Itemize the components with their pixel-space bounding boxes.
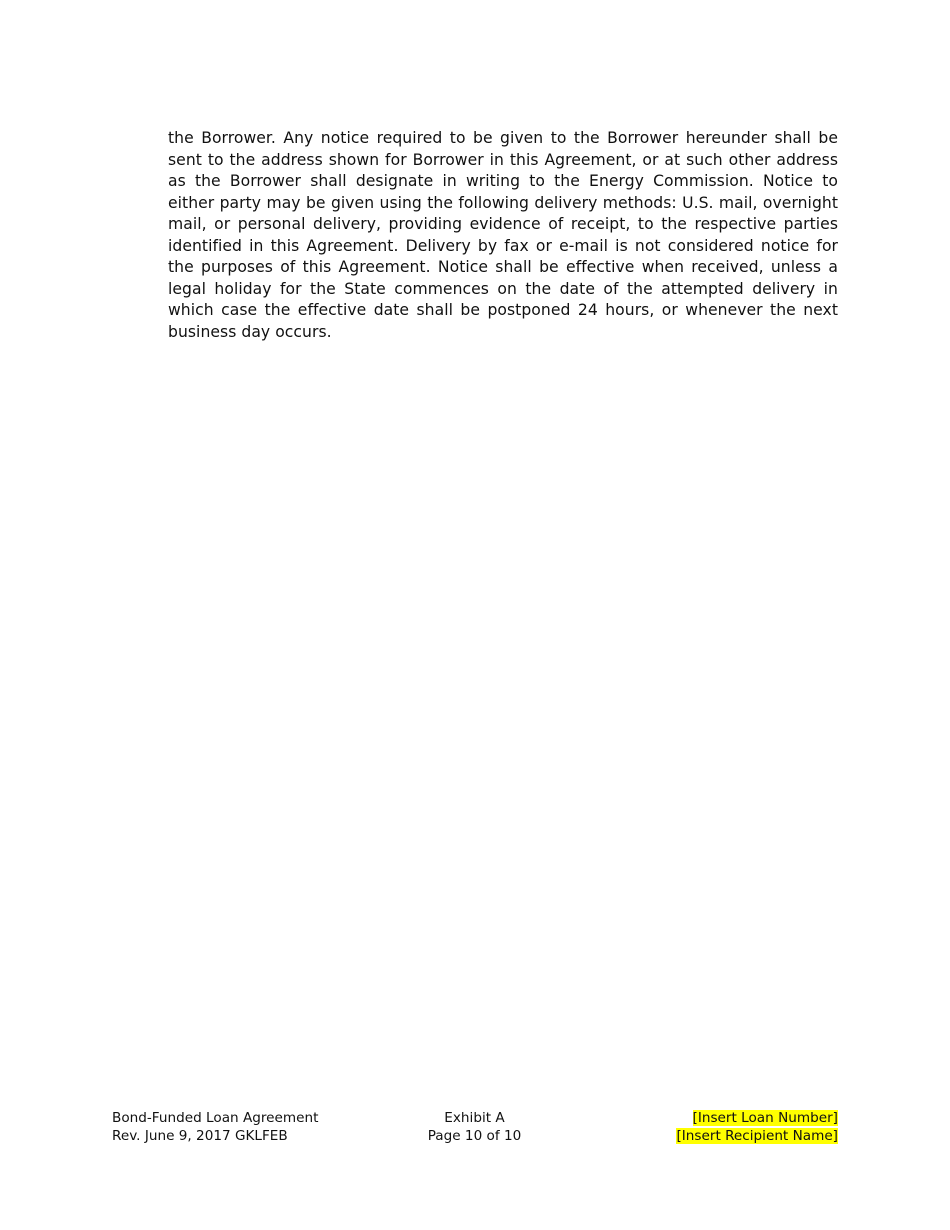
loan-number-highlight: [Insert Loan Number] [692, 1110, 838, 1126]
body-paragraph: the Borrower. Any notice required to be given to the Borrower hereunder shall be sent to the address shown for Borrower in this Agreement, or at such other address as the Borrower shall designate in writing to the Energy Commission. Notice to either party may be given using the following delivery methods: U.S. mail, overnight mail, or personal delivery, providing evidence of receipt, to the respective parties identified in this Agreement. Delivery by fax or e-mail is not considered notice for the purposes of this Agreement. Notice shall be effective when received, unless a legal holiday for the State commences on the date of the attempted delivery in which case the effective date shall be postponed 24 hours, or whenever the next business day occurs. [168, 129, 838, 341]
footer-page-number: Page 10 of 10 [427, 1128, 522, 1144]
recipient-name-highlight: [Insert Recipient Name] [676, 1128, 838, 1144]
footer-loan-number-placeholder [676, 1109, 838, 1127]
footer-right [676, 1109, 838, 1145]
footer-document-title: Bond-Funded Loan Agreement [112, 1110, 319, 1126]
footer-recipient-name-placeholder [676, 1127, 838, 1145]
footer-left [112, 1109, 318, 1145]
footer-revision: Rev. June 9, 2017 GKLFEB [112, 1128, 288, 1144]
footer-center [362, 1109, 587, 1145]
footer-exhibit: Exhibit A [444, 1110, 505, 1126]
